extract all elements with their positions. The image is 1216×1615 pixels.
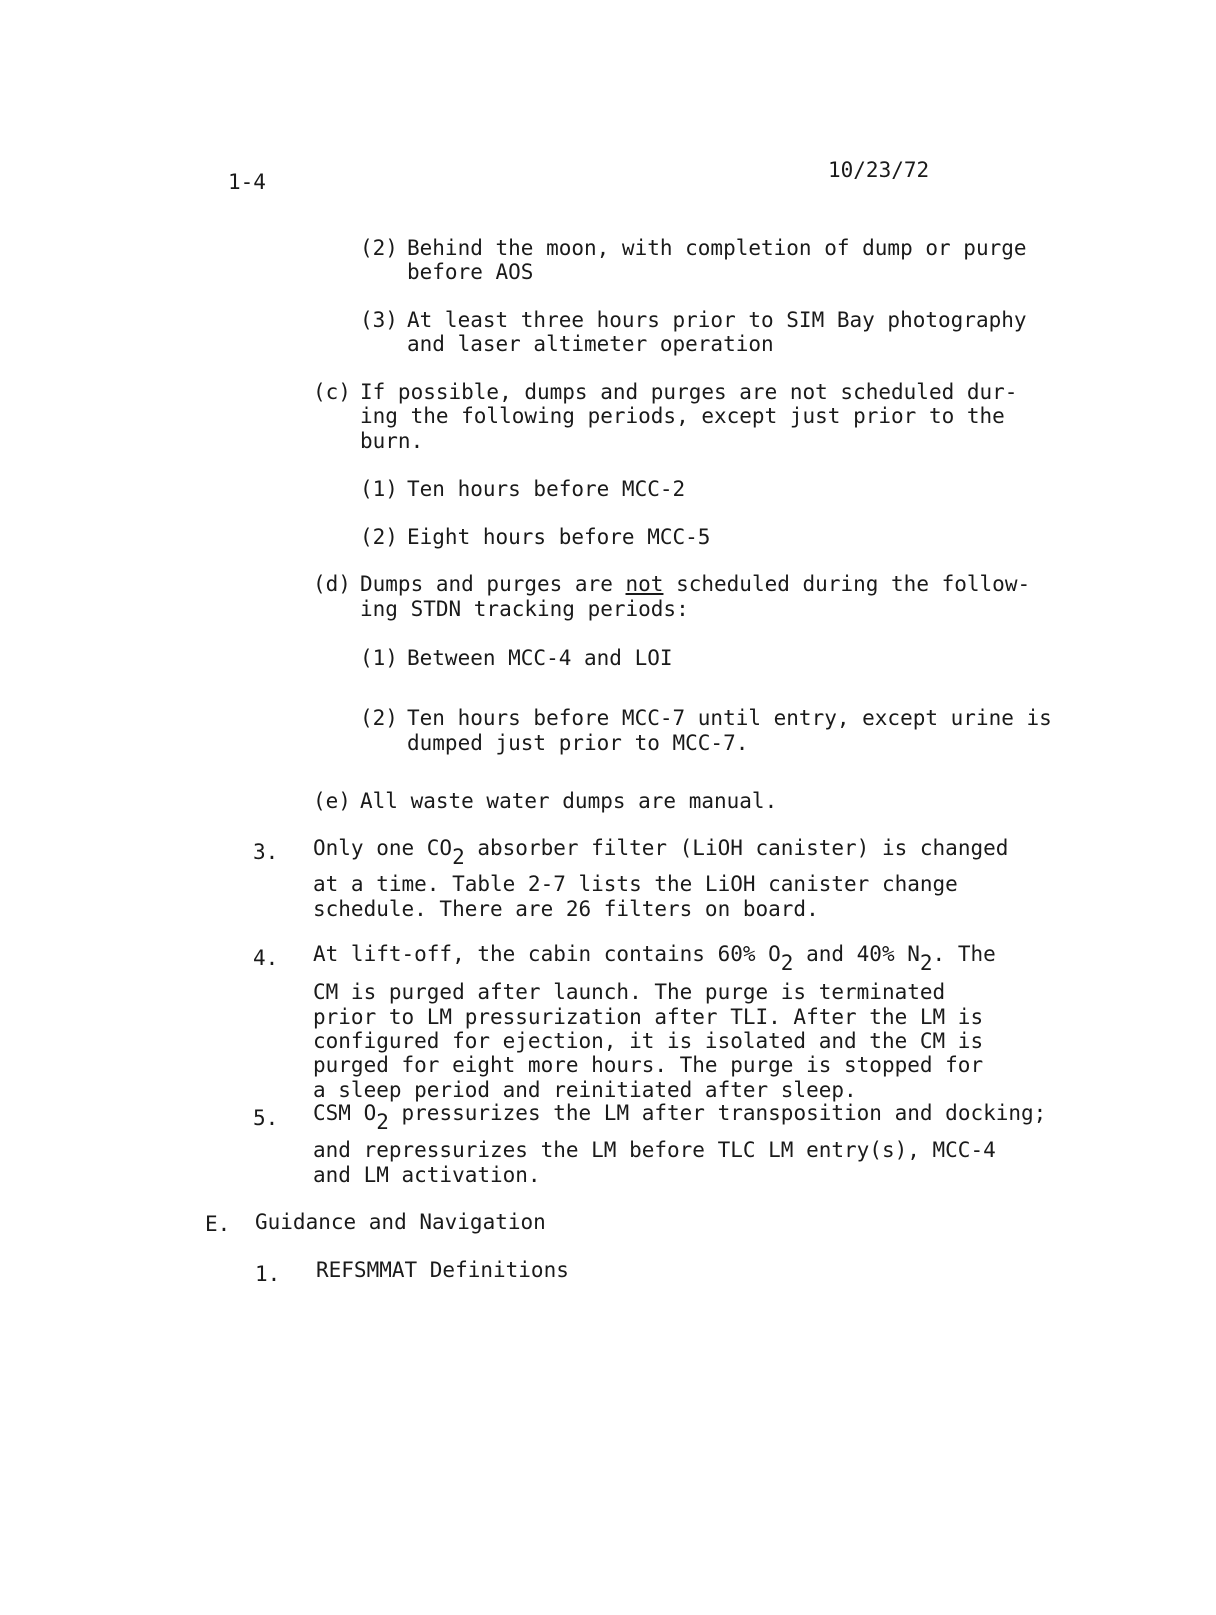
item-3-numbered-line-3: schedule. There are 26 filters on board. bbox=[313, 897, 819, 921]
item-d-line-1 bbox=[360, 572, 1030, 596]
item-d-line-1-a: Dumps and purges are bbox=[360, 572, 626, 596]
item-4-numbered-line-3: prior to LM pressurization after TLI. After the LM is bbox=[313, 1005, 984, 1029]
item-3-line-2: and laser altimeter operation bbox=[407, 332, 774, 356]
item-d2-line-1: Ten hours before MCC-7 until entry, except urine is bbox=[407, 706, 1052, 730]
item-d-line-1-b: scheduled during the follow- bbox=[663, 572, 1031, 596]
item-4-b: and 40% N bbox=[793, 942, 920, 966]
section-e1-heading: REFSMMAT Definitions bbox=[316, 1258, 569, 1282]
item-2-line-1: Behind the moon, with completion of dump or purge bbox=[407, 236, 1027, 260]
section-e-marker: E. bbox=[205, 1212, 231, 1236]
item-2-line-2: before AOS bbox=[407, 260, 534, 284]
item-4-c: . The bbox=[932, 942, 996, 966]
item-3-b: absorber filter (LiOH canister) is changed bbox=[464, 836, 1009, 860]
item-d2-marker: (2) bbox=[360, 706, 398, 730]
item-4-numbered-line-6: a sleep period and reinitiated after sleep. bbox=[313, 1078, 857, 1102]
item-3-sub: 2 bbox=[452, 845, 465, 869]
item-4-numbered-line-5: purged for eight more hours. The purge is stopped for bbox=[313, 1053, 984, 1077]
item-d2-line-2: dumped just prior to MCC-7. bbox=[407, 731, 749, 755]
item-c-marker: (c) bbox=[313, 380, 351, 404]
item-4-sub-2: 2 bbox=[919, 951, 933, 975]
item-4-numbered-line-1 bbox=[313, 942, 996, 975]
item-3-marker: (3) bbox=[360, 308, 398, 332]
item-5-b: pressurizes the LM after transposition and docking; bbox=[388, 1101, 1047, 1125]
item-3-a: Only one CO bbox=[313, 836, 453, 860]
item-e-marker: (e) bbox=[313, 789, 351, 813]
item-c-line-3: burn. bbox=[360, 429, 424, 453]
item-c-line-1: If possible, dumps and purges are not scheduled dur- bbox=[360, 380, 1018, 404]
item-3-numbered-line-2: at a time. Table 2-7 lists the LiOH canister change bbox=[313, 872, 958, 896]
item-4-sub-1: 2 bbox=[780, 951, 794, 975]
item-4-a: At lift-off, the cabin contains 60% O bbox=[313, 942, 781, 966]
item-4-numbered-marker: 4. bbox=[253, 946, 279, 970]
item-4-numbered-line-2: CM is purged after launch. The purge is terminated bbox=[313, 980, 946, 1004]
item-3-line-1: At least three hours prior to SIM Bay photography bbox=[407, 308, 1027, 332]
item-d-emphasis: not bbox=[625, 572, 664, 596]
item-5-numbered-line-1 bbox=[313, 1101, 1047, 1134]
section-e1-marker: 1. bbox=[255, 1262, 281, 1286]
item-d-marker: (d) bbox=[313, 572, 351, 596]
item-4-numbered-line-4: configured for ejection, it is isolated and the CM is bbox=[313, 1029, 984, 1053]
item-d1-marker: (1) bbox=[360, 646, 398, 670]
section-e-heading: Guidance and Navigation bbox=[255, 1210, 546, 1234]
item-5-a: CSM O bbox=[313, 1101, 377, 1125]
item-3-numbered-line-1 bbox=[313, 836, 1009, 869]
item-c-line-2: ing the following periods, except just prior to the bbox=[360, 404, 1005, 428]
item-c2-marker: (2) bbox=[360, 525, 398, 549]
item-e-text: All waste water dumps are manual. bbox=[360, 789, 778, 813]
item-5-numbered-marker: 5. bbox=[253, 1106, 279, 1130]
page-number: 1-4 bbox=[228, 170, 266, 194]
item-2-marker: (2) bbox=[360, 236, 398, 260]
item-5-sub: 2 bbox=[376, 1110, 389, 1134]
document-date: 10/23/72 bbox=[828, 158, 930, 182]
item-5-numbered-line-2: and repressurizes the LM before TLC LM entry(s), MCC-4 bbox=[313, 1138, 996, 1162]
item-d-line-2: ing STDN tracking periods: bbox=[360, 597, 689, 621]
item-3-numbered-marker: 3. bbox=[253, 840, 279, 864]
item-c2-text: Eight hours before MCC-5 bbox=[407, 525, 711, 549]
item-5-numbered-line-3: and LM activation. bbox=[313, 1163, 541, 1187]
item-d1-text: Between MCC-4 and LOI bbox=[407, 646, 673, 670]
item-c1-text: Ten hours before MCC-2 bbox=[407, 477, 686, 501]
item-c1-marker: (1) bbox=[360, 477, 398, 501]
